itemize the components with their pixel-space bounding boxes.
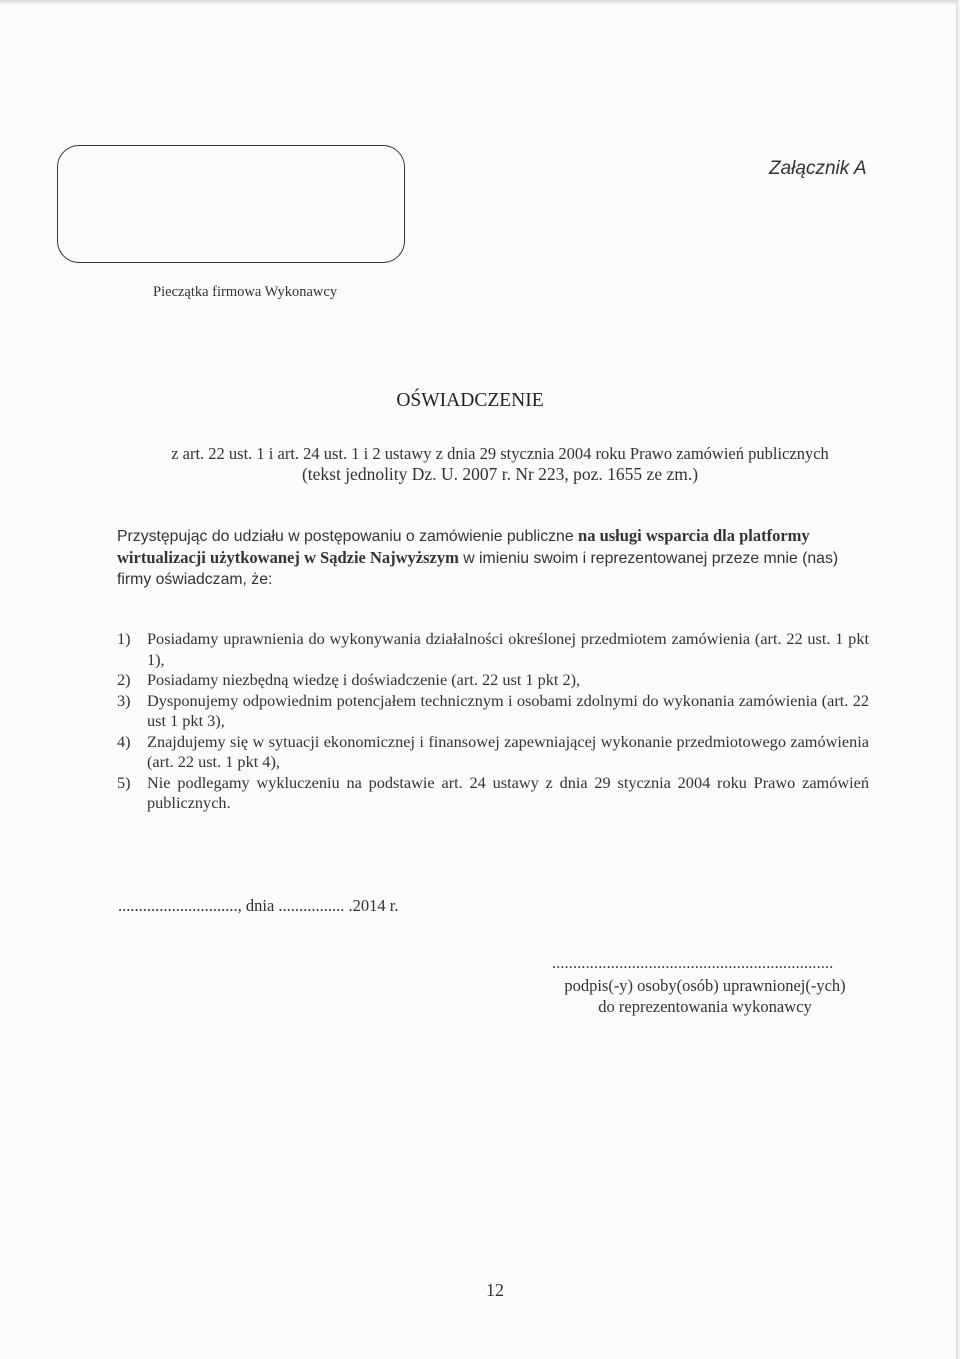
intro-prefix: Przystępując do udziału w postępowaniu o zamówienie publiczne bbox=[117, 528, 579, 545]
declarations-list bbox=[117, 629, 869, 814]
legal-basis-line-1: z art. 22 ust. 1 i art. 24 ust. 1 i 2 ustawy z dnia 29 stycznia 2004 roku Prawo zamówień publicznych bbox=[171, 444, 829, 463]
declaration-text: Znajdujemy się w sytuacji ekonomicznej i finansowej zapewniającej wykonanie przedmiotowego zamówienia (art. 22 ust. 1 pkt 4), bbox=[147, 731, 869, 771]
declaration-text: Posiadamy niezbędną wiedzę i doświadczenie (art. 22 ust 1 pkt 2), bbox=[147, 670, 581, 689]
intro-subject: na usługi wsparcia dla platformy wirtualizacji użytkowanej w Sądzie Najwyższym bbox=[117, 526, 810, 567]
intro-suffix: w imieniu swoim i reprezentowanej przeze mnie (nas) firmy oświadczam, że: bbox=[117, 550, 839, 588]
declaration-text: Nie podlegamy wykluczeniu na podstawie art. 24 ustawy z dnia 29 stycznia 2004 roku Prawo zamówień publicznych. bbox=[147, 772, 869, 812]
intro-paragraph bbox=[117, 525, 869, 590]
declaration-number: 1) bbox=[117, 629, 131, 648]
declaration-item bbox=[117, 732, 869, 773]
signature-caption bbox=[540, 975, 870, 1017]
signature-caption-line-2: do reprezentowania wykonawcy bbox=[598, 997, 812, 1016]
declaration-number: 5) bbox=[117, 772, 131, 792]
signature-dotted-line: ................................................................... bbox=[552, 955, 834, 972]
declaration-text: Dysponujemy odpowiednim potencjałem technicznym i osobami zdolnymi do wykonania zamówienia (art. 22 ust 1 pkt 3), bbox=[147, 690, 869, 730]
declaration-number: 2) bbox=[117, 670, 131, 689]
declaration-number: 4) bbox=[117, 731, 131, 751]
declaration-item bbox=[117, 773, 869, 814]
scan-top-edge bbox=[0, 0, 958, 4]
declaration-item bbox=[117, 691, 869, 732]
page-number: 12 bbox=[486, 1280, 504, 1300]
declaration-text: Posiadamy uprawnienia do wykonywania działalności określonej przedmiotem zamówienia (art. 22 ust. 1 pkt 1), bbox=[147, 629, 869, 669]
company-stamp-box bbox=[57, 145, 405, 263]
legal-basis bbox=[120, 443, 880, 485]
signature-caption-line-1: podpis(-y) osoby(osób) uprawnionej(-ych) bbox=[564, 976, 846, 995]
declaration-item bbox=[117, 629, 869, 670]
attachment-label: Załącznik A bbox=[769, 158, 867, 179]
place-date-line: ............................., dnia ................ .2014 r. bbox=[118, 896, 399, 915]
declaration-item bbox=[117, 670, 869, 691]
declaration-number: 3) bbox=[117, 690, 131, 710]
document-title: OŚWIADCZENIE bbox=[396, 390, 544, 411]
company-stamp-caption: Pieczątka firmowa Wykonawcy bbox=[153, 284, 338, 300]
legal-basis-line-2: (tekst jednolity Dz. U. 2007 r. Nr 223, poz. 1655 ze zm.) bbox=[301, 464, 699, 484]
